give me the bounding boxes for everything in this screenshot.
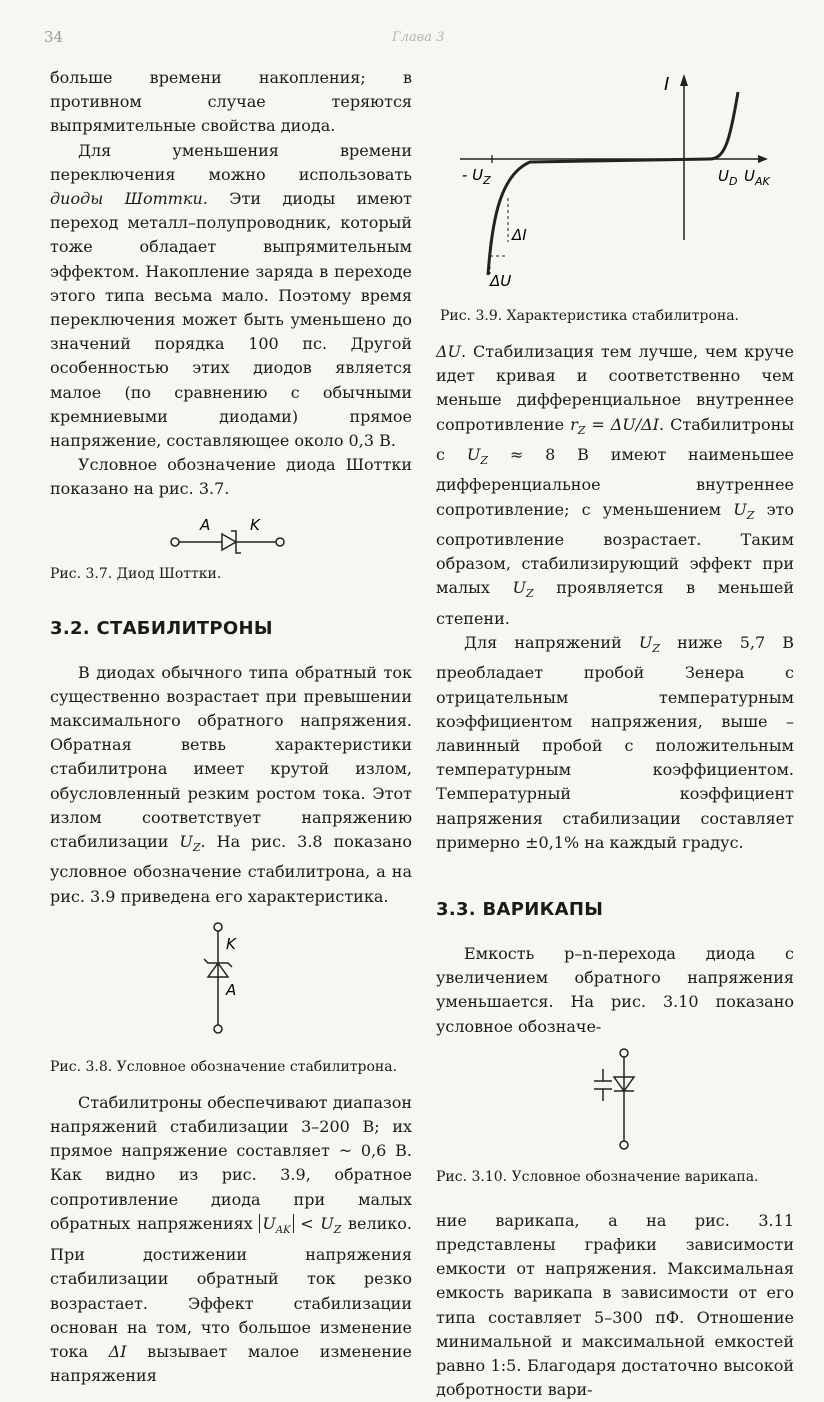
uz-symbol-4: $U_Z$ bbox=[733, 499, 755, 522]
paragraph-9: ние варикапа, а на рис. 3.11 представлены графики зависимости емкости от напряжения. Максимальная емкость варикапа в зависимости от его типа составляет 5–300 пФ. Отношение минимальной и максимальной емкостей равно 1:5. Благодаря достаточно высокой добротности вари- bbox=[436, 1210, 794, 1400]
paragraph-6 bbox=[436, 340, 794, 631]
uz-symbol-6: $U_Z$ bbox=[638, 632, 660, 656]
uz-symbol-5: $U_Z$ bbox=[512, 578, 534, 601]
paragraph-5 bbox=[50, 1091, 412, 1389]
figure-3-10 bbox=[436, 1039, 794, 1163]
delta-u-symbol: ΔU bbox=[436, 342, 462, 361]
left-column bbox=[50, 66, 412, 1389]
p6-text-e: ≈ 8 В имеют наименьшее дифференциальное внутреннее сопротивление; с уменьшением bbox=[436, 445, 795, 519]
axis-i-label: I bbox=[664, 74, 670, 95]
caption-3-10: Рис. 3.10. Условное обозначение варикапа. bbox=[436, 1168, 759, 1185]
p6-text-g: проявляется в меньшей степени. bbox=[436, 578, 794, 628]
section-heading-3-3: 3.3. ВАРИКАПЫ bbox=[436, 899, 604, 920]
caption-3-9: Рис. 3.9. Характеристика стабилитрона. bbox=[440, 308, 739, 324]
p4-text-b: . На рис. 3.8 показано условное обозначение стабилитрона, а на рис. 3.9 приведена его характеристика. bbox=[50, 832, 412, 906]
schottky-cathode-label: K bbox=[250, 515, 260, 534]
paragraph-2 bbox=[50, 139, 412, 454]
caption-3-7: Рис. 3.7. Диод Шоттки. bbox=[50, 565, 222, 582]
p2-text-a: Для уменьшения времени переключения можно использовать bbox=[50, 140, 412, 184]
zener-anode-label: A bbox=[226, 980, 237, 999]
paragraph-8: Емкость p–n-перехода диода с увеличением обратного напряжения уменьшается. На рис. 3.10 показано условное обозначе- bbox=[436, 944, 794, 1036]
neg-uz-label: - $U_Z$ bbox=[462, 166, 491, 187]
rz-formula: = ΔU/ΔI bbox=[585, 414, 660, 434]
paragraph-3: Условное обозначение диода Шоттки показано на рис. 3.7. bbox=[50, 455, 412, 499]
p6-text-f: это сопротивление возрастает. Таким образом, стабилизирующий эффект при малых bbox=[436, 499, 795, 598]
abs-uak-symbol: $U_{AK}$ bbox=[259, 1214, 293, 1233]
zener-diode-symbol bbox=[50, 909, 412, 1049]
uz-symbol-2: $U_Z$ bbox=[320, 1213, 342, 1237]
p5-text-a: Стабилитроны обеспечивают диапазон напряжений стабилизации 3–200 В; их прямое напряжение составляет ~ 0,6 В. Как видно из рис. 3.9, обратное сопротивление диода при малых обратных напряжениях bbox=[50, 1092, 412, 1233]
p5-text-c: вызывает малое изменение напряжения bbox=[50, 1342, 413, 1386]
figure-3-9 bbox=[440, 70, 800, 330]
p7-text-b: ниже 5,7 В преобладает пробой Зенера с отрицательным температурным коэффициентом напряжения, выше – лавинный пробой с положительным температурным коэффициентом. Температурный коэффициент напряжения стабилизации составляет примерно ±0,1% на каждый градус. bbox=[436, 632, 794, 852]
p6-text-b: . Стабилизация тем лучше, чем круче идет кривая и соответственно чем меньше дифференциальное внутреннее сопротивление bbox=[436, 342, 794, 434]
right-column bbox=[436, 340, 794, 1402]
p4-text-a: В диодах обычного типа обратный ток существенно возрастает при превышении максимального обратного напряжения. Обратная ветвь характеристики стабилитрона имеет крутой излом, обусловленный резким ростом тока. Этот излом соответствует напряжению стабилизации bbox=[50, 662, 412, 852]
delta-u-label: ΔU bbox=[490, 272, 512, 290]
figure-3-7 bbox=[50, 502, 412, 564]
schottky-term: диоды Шоттки. bbox=[50, 189, 208, 209]
p7-text-a: Для напряжений bbox=[464, 632, 639, 652]
uz-symbol-3: $U_Z$ bbox=[466, 445, 488, 468]
paragraph-1: больше времени накопления; в противном случае теряются выпрямительные свойства диода. bbox=[50, 68, 412, 136]
delta-i-label: ΔI bbox=[512, 226, 527, 244]
paragraph-4 bbox=[50, 661, 412, 909]
p6-text-d: . Стабилитроны с bbox=[436, 414, 794, 464]
paragraph-7 bbox=[436, 631, 794, 855]
zener-cathode-label: K bbox=[226, 934, 236, 953]
zener-characteristic-plot bbox=[440, 70, 800, 305]
schottky-anode-label: A bbox=[200, 515, 211, 534]
section-heading-3-2: 3.2. СТАБИЛИТРОНЫ bbox=[50, 617, 273, 639]
p2-text-b: Эти диоды имеют переход металл–полупроводник, который тоже обладает выпрямительным эффектом. Накопление заряда в переходе этого типа весьма мало. Поэтому время переключения может быть уменьшено до значений порядка 100 пс. Другой особенностью этих диодов является малое (по сравнению с обычными кремниевыми диодами) прямое напряжение, составляющее около 0,3 В. bbox=[50, 189, 412, 451]
characteristic-curve bbox=[488, 92, 738, 275]
varicap-symbol bbox=[436, 1039, 794, 1163]
ud-label: $U_D$ bbox=[718, 167, 738, 188]
delta-i-symbol: ΔI bbox=[108, 1342, 127, 1362]
schottky-diode-symbol bbox=[50, 512, 412, 556]
caption-3-8: Рис. 3.8. Условное обозначение стабилитрона. bbox=[50, 1058, 398, 1075]
uz-symbol: $U_Z$ bbox=[179, 832, 201, 855]
running-head: Глава 3 bbox=[392, 30, 445, 45]
page-number: 34 bbox=[44, 28, 64, 46]
x-axis-arrow bbox=[758, 155, 768, 163]
figure-3-8 bbox=[50, 909, 412, 1049]
uak-label: $U_{AK}$ bbox=[744, 167, 770, 188]
p5-text-b: велико. При достижении напряжения стабилизации обратный ток резко возрастает. Эффект стабилизации основан на том, что большое изменение тока bbox=[50, 1213, 412, 1362]
rz-symbol: $r_Z$ bbox=[570, 414, 586, 437]
y-axis-arrow bbox=[680, 74, 688, 86]
less-than: < bbox=[293, 1213, 321, 1233]
